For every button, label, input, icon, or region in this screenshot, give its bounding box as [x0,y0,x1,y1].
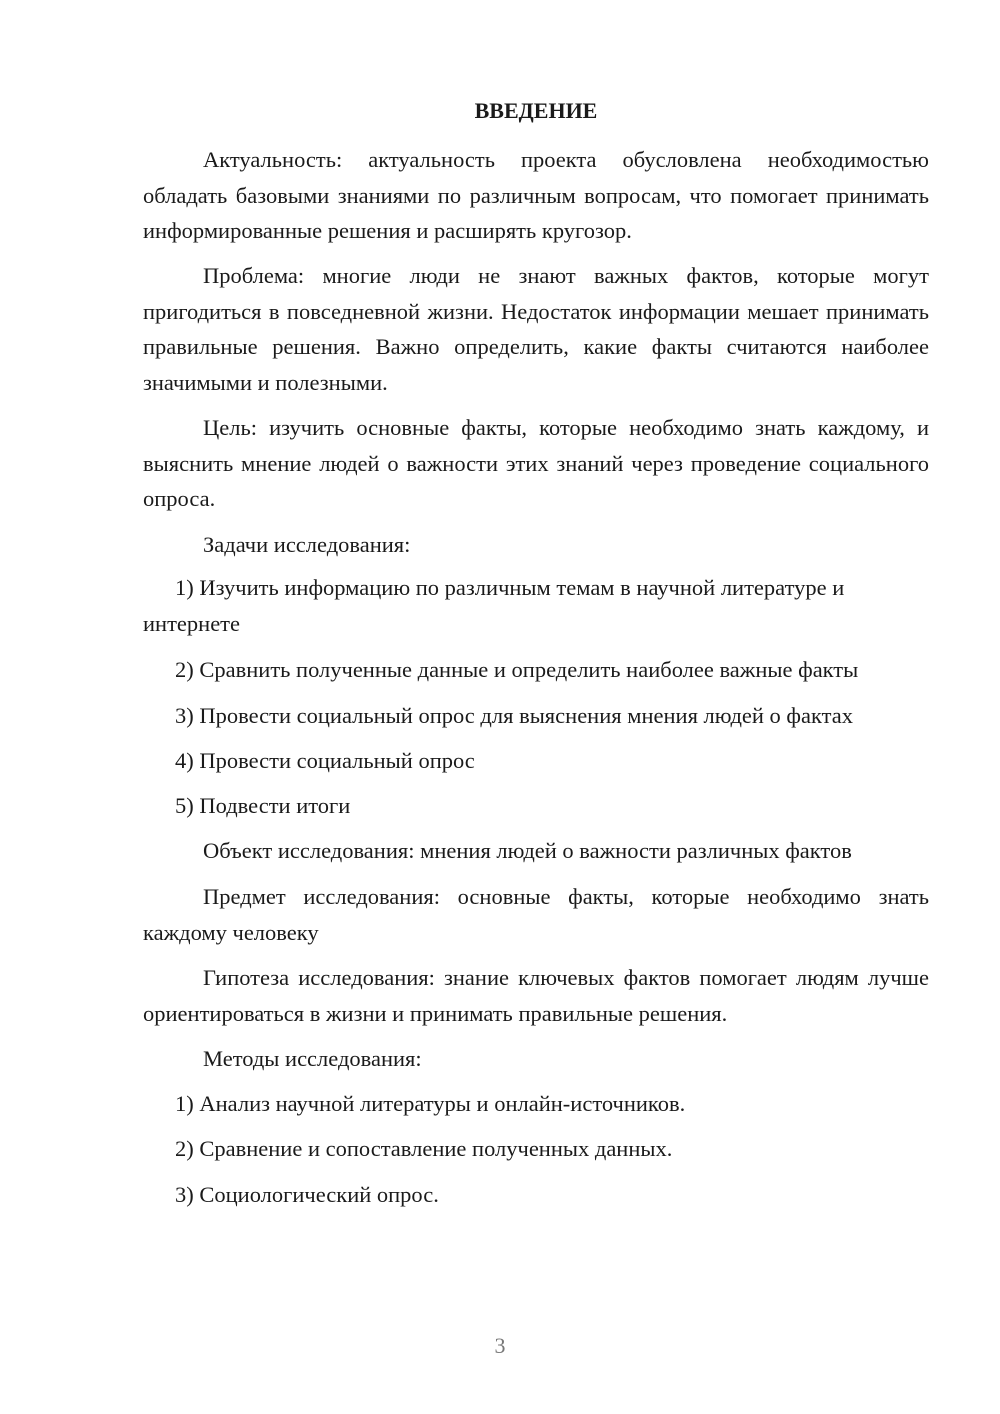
object-paragraph: Объект исследования: мнения людей о важности различных фактов [203,838,852,863]
task-item-2: 2) Сравнить полученные данные и определить наиболее важные факты [175,657,859,682]
task-item-4: 4) Провести социальный опрос [175,748,475,773]
relevance-paragraph: Актуальность: актуальность проекта обусловлена необходимостью обладать базовыми знаниями по различным вопросам, что помогает принимать информированные решения и расширять кругозор. [143,147,929,243]
problem-paragraph: Проблема: многие люди не знают важных фактов, которые могут пригодиться в повседневной жизни. Недостаток информации мешает принимать правильные решения. Важно определить, какие факты считаются наиболее значимыми и полезными. [143,263,929,395]
tasks-heading: Задачи исследования: [203,532,411,557]
subject-paragraph: Предмет исследования: основные факты, которые необходимо знать каждому человеку [143,884,929,945]
page-number: 3 [494,1333,506,1358]
section-title: ВВЕДЕНИЕ [474,98,598,123]
task-item-1: 1) Изучить информацию по различным темам в научной литературе и интернете [143,575,845,636]
method-item-2: 2) Сравнение и сопоставление полученных данных. [175,1136,673,1161]
task-item-3: 3) Провести социальный опрос для выяснения мнения людей о фактах [175,703,853,728]
method-item-1: 1) Анализ научной литературы и онлайн-источников. [175,1091,686,1116]
task-item-5: 5) Подвести итоги [175,793,351,818]
hypothesis-paragraph: Гипотеза исследования: знание ключевых фактов помогает людям лучше ориентироваться в жизни и принимать правильные решения. [143,965,929,1026]
method-item-3: 3) Социологический опрос. [175,1182,439,1207]
methods-heading: Методы исследования: [203,1046,422,1071]
goal-paragraph: Цель: изучить основные факты, которые необходимо знать каждому, и выяснить мнение людей о важности этих знаний через проведение социального опроса. [143,415,929,511]
